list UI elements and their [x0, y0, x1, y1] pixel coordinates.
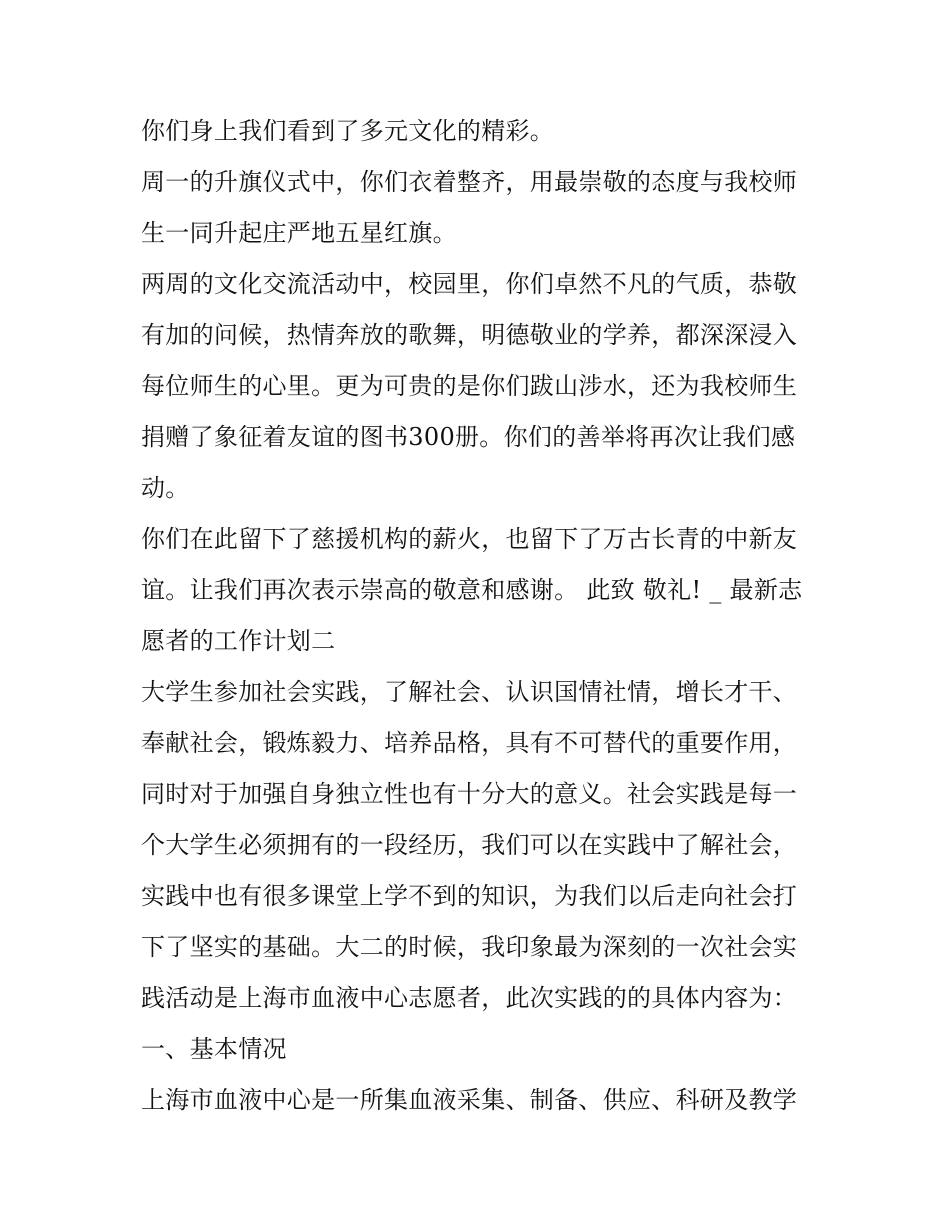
text-line: 每位师生的心里。更为可贵的是你们跋山涉水，还为我校师生 [141, 372, 798, 400]
text-line: 个大学生必须拥有的一段经历，我们可以在实践中了解社会， [141, 831, 798, 859]
text-line: 捐赠了象征着友谊的图书300册。你们的善举将再次让我们感 [141, 423, 796, 451]
text-line: 践活动是上海市血液中心志愿者，此次实践的的具体内容为： [141, 984, 798, 1012]
text-line: 周一的升旗仪式中，你们衣着整齐，用最崇敬的态度与我校师 [141, 168, 798, 196]
text-line: 奉献社会，锻炼毅力、培养品格，具有不可替代的重要作用， [141, 729, 798, 757]
text-line: 实践中也有很多课堂上学不到的知识，为我们以后走向社会打 [141, 882, 798, 910]
text-line: 你们身上我们看到了多元文化的精彩。 [141, 117, 555, 145]
text-line: 生一同升起庄严地五星红旗。 [141, 219, 457, 247]
section-heading: 一、基本情况 [141, 1035, 287, 1063]
text-line: 同时对于加强自身独立性也有十分大的意义。社会实践是每一 [141, 780, 798, 808]
text-line: 动。 [141, 474, 190, 502]
text-line: 上海市血液中心是一所集血液采集、制备、供应、科研及教学 [141, 1086, 798, 1114]
text-line: 有加的问候，热情奔放的歌舞，明德敬业的学养，都深深浸入 [141, 321, 798, 349]
text-line: 谊。让我们再次表示崇高的敬意和感谢。 此致 敬礼! _ 最新志 [141, 576, 803, 604]
document-body [141, 106, 821, 1126]
text-line: 你们在此留下了慈援机构的薪火，也留下了万古长青的中新友 [141, 525, 798, 553]
text-line: 大学生参加社会实践，了解社会、认识国情社情，增长才干、 [141, 678, 798, 706]
text-line: 两周的文化交流活动中，校园里，你们卓然不凡的气质，恭敬 [141, 270, 798, 298]
text-line: 下了坚实的基础。大二的时候，我印象最为深刻的一次社会实 [141, 933, 798, 961]
text-line: 愿者的工作计划二 [141, 627, 336, 655]
